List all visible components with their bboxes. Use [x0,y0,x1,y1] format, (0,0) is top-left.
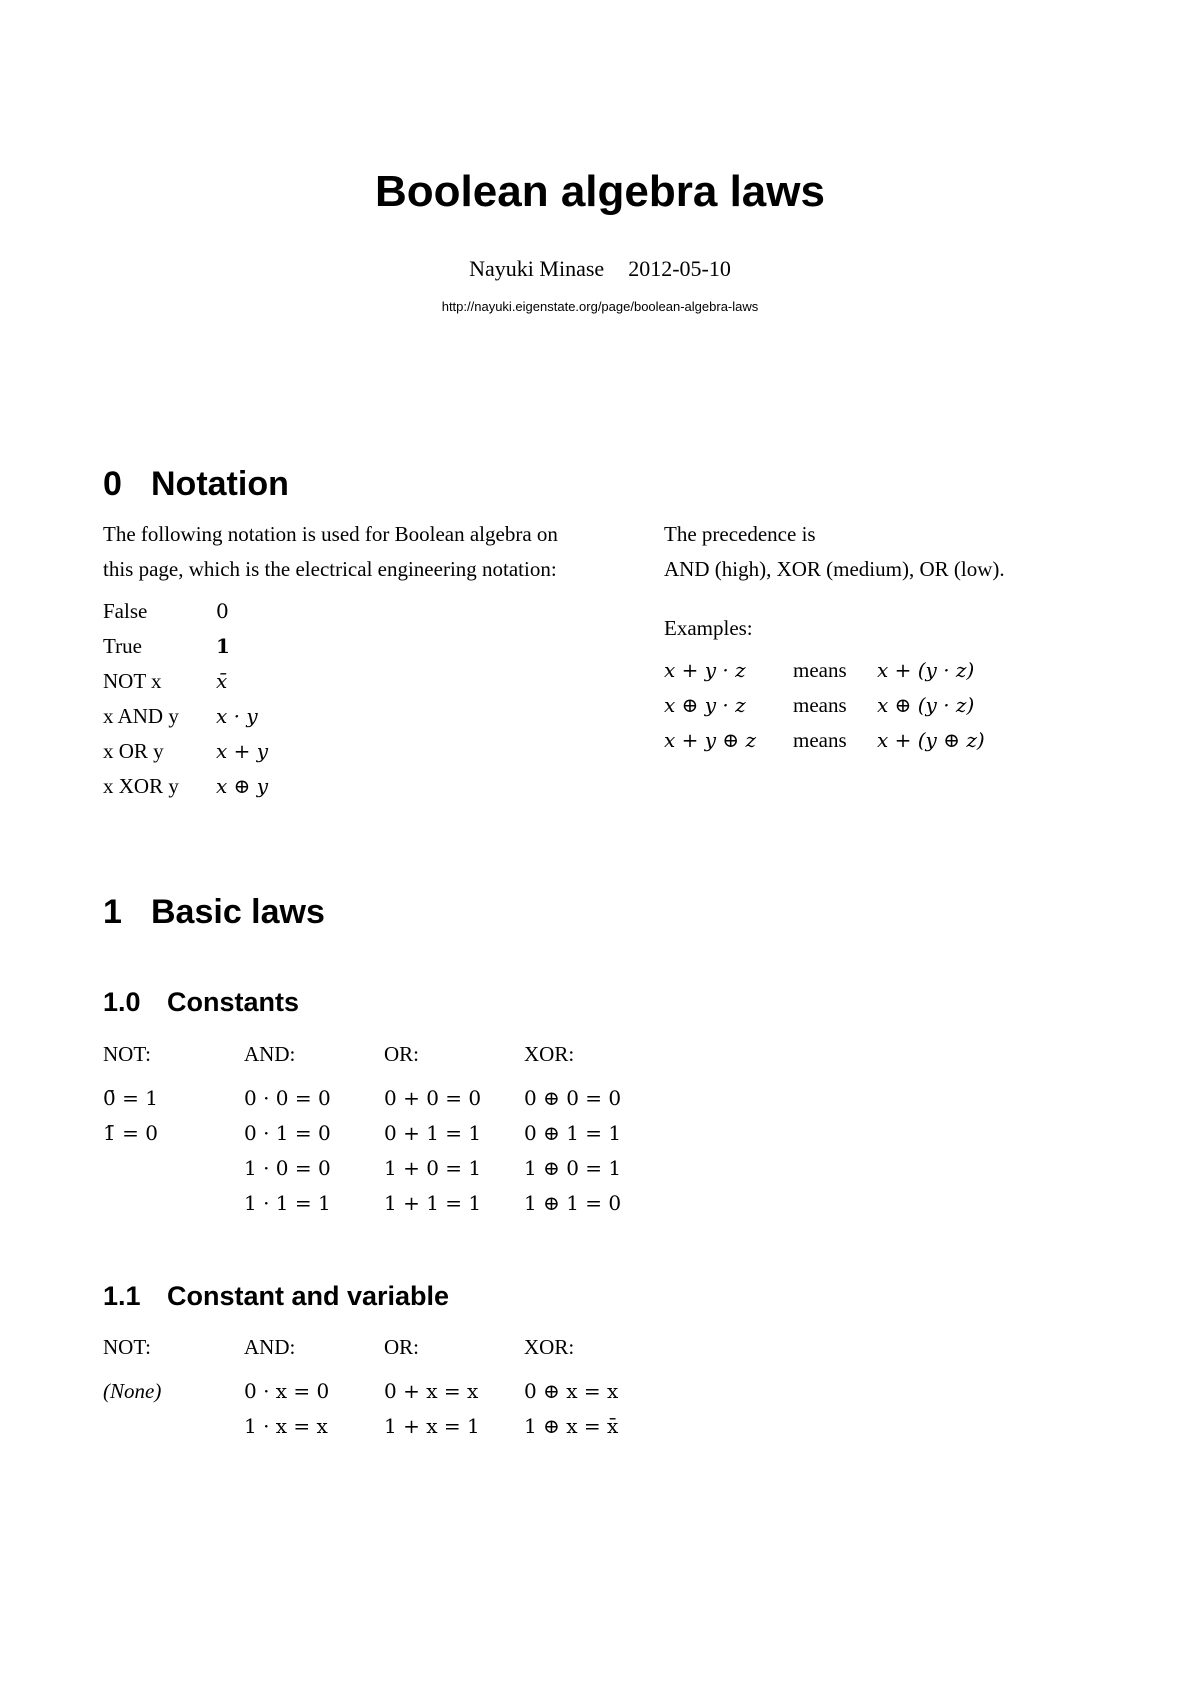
column-header-xor: XOR: [524,1042,575,1066]
and-law: 1 · 1 = 1 [244,1191,331,1215]
precedence-text [664,517,1005,587]
xor-law: 0 ⊕ x = x [524,1379,619,1403]
subsection-title: Constants [167,987,300,1017]
xor-law: 0 ⊕ 1 = 1 [524,1121,622,1145]
subsection-number: 1.0 [103,987,141,1017]
and-law: 0 · 1 = 0 [244,1121,331,1145]
notation-name: NOT x [103,669,162,693]
byline [0,254,1200,284]
notation-intro-line: The following notation is used for Boolean algebra on [103,522,558,546]
notation-symbol: x̄ [216,669,228,693]
xor-law: 1 ⊕ x = x̄ [524,1414,619,1438]
subsection-heading-constants [103,984,299,1020]
example-result: x + (y ⊕ z) [877,728,985,752]
and-law: 1 · x = x [244,1414,328,1438]
column-header-and: AND: [244,1042,296,1066]
column-header-or: OR: [384,1042,420,1066]
document-title: Boolean algebra laws [375,167,825,216]
column-header-and: AND: [244,1335,296,1359]
subsection-number: 1.1 [103,1281,141,1311]
column-header-not: NOT: [103,1042,151,1066]
date: 2012-05-10 [628,256,731,281]
notation-name: x XOR y [103,774,179,798]
precedence-line: The precedence is [664,522,816,546]
example-expr: x + y ⊕ z [664,728,757,752]
example-result: x ⊕ (y · z) [877,693,975,717]
notation-name: True [103,634,142,658]
notation-name: x OR y [103,739,164,763]
not-law: 0̄ = 1 [103,1086,158,1110]
notation-name: False [103,599,148,623]
section-heading-basic-laws [103,890,325,934]
example-result: x + (y · z) [877,658,975,682]
example-means: means [793,693,847,717]
or-law: 0 + x = x [384,1379,479,1403]
or-law: 1 + x = 1 [384,1414,480,1438]
example-means: means [793,728,847,752]
section-heading-notation [103,462,289,506]
not-law: 1̄ = 0 [103,1121,158,1145]
section-title: Basic laws [151,893,325,931]
notation-symbol: 1 [216,634,230,658]
notation-symbol: x ⊕ y [216,774,269,798]
example-expr: x + y · z [664,658,746,682]
xor-law: 0 ⊕ 0 = 0 [524,1086,622,1110]
column-header-xor: XOR: [524,1335,575,1359]
and-law: 1 · 0 = 0 [244,1156,331,1180]
author: Nayuki Minase [469,256,605,281]
notation-symbol: x · y [216,704,258,728]
notation-intro-line: this page, which is the electrical engineering notation: [103,557,557,581]
column-header-not: NOT: [103,1335,151,1359]
source-url[interactable]: http://nayuki.eigenstate.org/page/boolean-algebra-laws [441,299,759,314]
section-number: 1 [103,893,122,931]
notation-intro [103,517,558,587]
or-law: 0 + 1 = 1 [384,1121,482,1145]
xor-law: 1 ⊕ 1 = 0 [524,1191,622,1215]
xor-law: 1 ⊕ 0 = 1 [524,1156,622,1180]
notation-symbol: x + y [216,739,269,763]
column-header-or: OR: [384,1335,420,1359]
section-title: Notation [151,465,289,503]
precedence-line: AND (high), XOR (medium), OR (low). [664,557,1005,581]
not-law-none: (None) [103,1379,162,1403]
notation-name: x AND y [103,704,179,728]
or-law: 0 + 0 = 0 [384,1086,482,1110]
examples-label: Examples: [664,616,753,640]
or-law: 1 + 0 = 1 [384,1156,482,1180]
section-number: 0 [103,465,122,503]
notation-symbol: 0 [216,599,229,623]
example-means: means [793,658,847,682]
subsection-heading-constant-and-variable [103,1278,449,1314]
subsection-title: Constant and variable [167,1281,450,1311]
and-law: 0 · 0 = 0 [244,1086,331,1110]
example-expr: x ⊕ y · z [664,693,746,717]
and-law: 0 · x = 0 [244,1379,330,1403]
or-law: 1 + 1 = 1 [384,1191,482,1215]
